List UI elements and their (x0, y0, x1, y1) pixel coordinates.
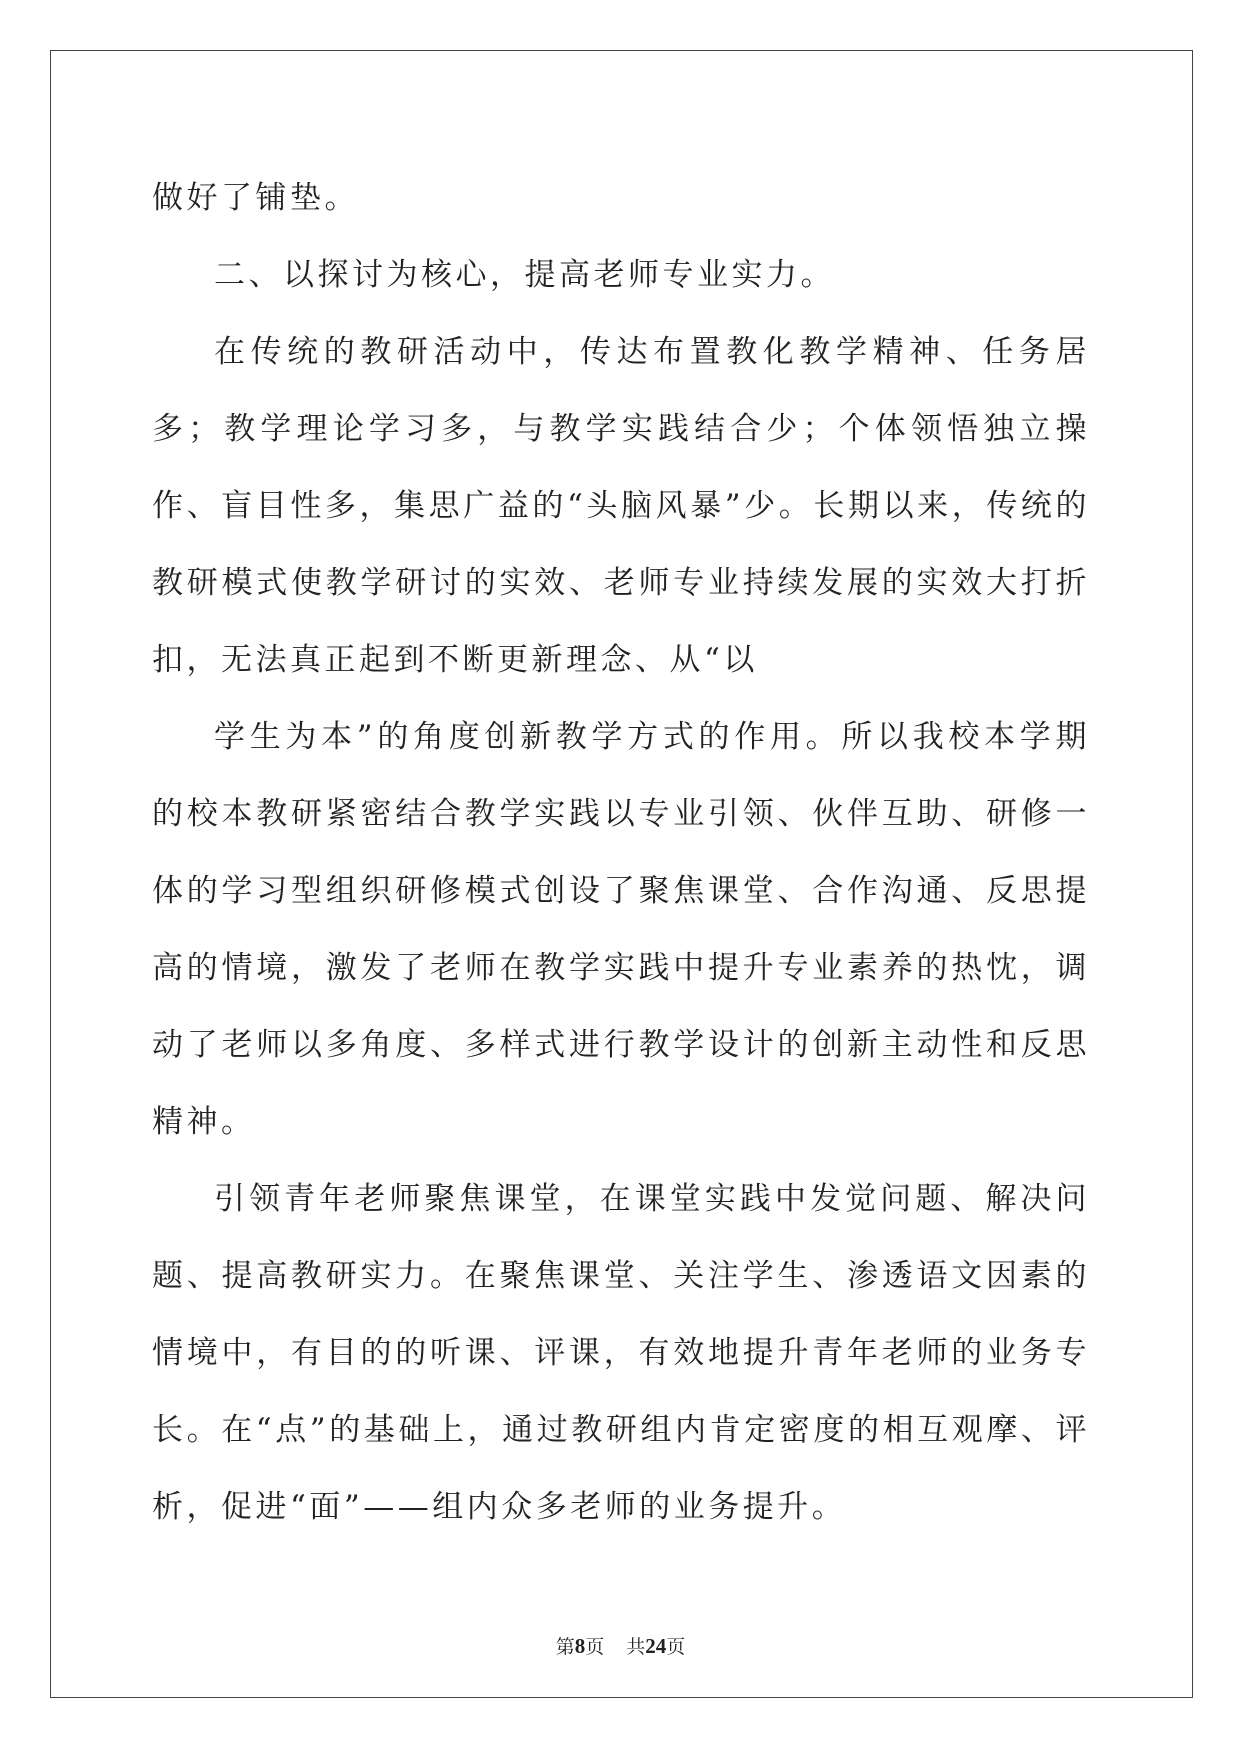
section-heading: 二、以探讨为核心，提高老师专业实力。 (214, 257, 835, 293)
footer-prefix: 第 (555, 1637, 575, 1658)
footer-page-suffix: 页 (585, 1637, 605, 1658)
total-page-count: 24 (645, 1634, 667, 1658)
document-body (152, 160, 1090, 1546)
footer-total-suffix: 页 (666, 1637, 686, 1658)
current-page-number: 8 (574, 1634, 586, 1658)
paragraph: 在传统的教研活动中，传达布置教化教学精神、任务居多；教学理论学习多，与教学实践结合少；个体领悟独立操作、盲目性多，集思广益的“头脑风暴”少。长期以来，传统的教研模式使教学研讨的实效、老师专业持续发展的实效大打折扣，无法真正起到不断更新理念、从“以 (152, 334, 1090, 678)
page-footer (0, 1632, 1241, 1659)
paragraph: 学生为本”的角度创新教学方式的作用。所以我校本学期的校本教研紧密结合教学实践以专业引领、伙伴互助、研修一体的学习型组织研修模式创设了聚焦课堂、合作沟通、反思提高的情境，激发了老师在教学实践中提升专业素养的热忱，调动了老师以多角度、多样式进行教学设计的创新主动性和反思精神。 (152, 719, 1090, 1140)
paragraph: 做好了铺垫。 (152, 180, 359, 216)
paragraph: 引领青年老师聚焦课堂，在课堂实践中发觉问题、解决问题、提高教研实力。在聚焦课堂、关注学生、渗透语文因素的情境中，有目的的听课、评课，有效地提升青年老师的业务专长。在“点”的基础上，通过教研组内肯定密度的相互观摩、评析，促进“面”——组内众多老师的业务提升。 (152, 1181, 1090, 1525)
footer-total-prefix: 共 (626, 1637, 646, 1658)
